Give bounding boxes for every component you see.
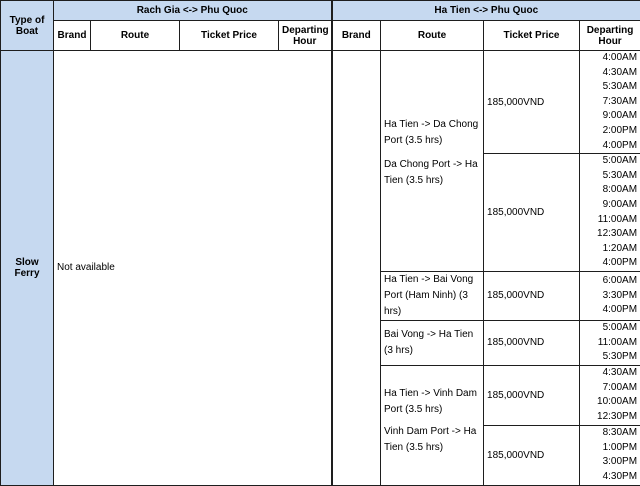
price-cell: 185,000VND [484,320,580,365]
times-cell [580,365,640,425]
col-price-right: Ticket Price [484,21,580,51]
departure-time: 3:00PM [602,456,638,468]
price-cell: 185,000VND [484,51,580,154]
departure-time: 4:30AM [602,66,638,78]
route-label: Ha Tien -> Vinh Dam Port (3.5 hrs) [384,387,477,415]
departure-time: 6:00AM [602,275,638,287]
route-cell-bai-vong-out [381,271,484,320]
departure-time: 7:30AM [602,95,638,107]
route-label: Ha Tien -> Da Chong Port (3.5 hrs) [384,119,479,146]
not-available-cell: Not available [54,51,332,486]
route-cell-vinh-dam [381,365,484,485]
departure-time: 5:30AM [602,169,638,181]
group-header-rach-gia: Rach Gia <-> Phu Quoc [54,1,332,21]
departure-time: 5:00AM [602,155,638,167]
route-cell-da-chong [381,51,484,272]
departure-time: 3:30PM [602,289,638,301]
col-route-left: Route [91,21,180,51]
departure-time: 4:00PM [602,257,638,269]
times-cell [580,425,640,485]
type-of-boat-header: Type of Boat [1,1,54,51]
boat-type-cell: Slow Ferry [1,51,54,486]
departure-time: 8:30AM [602,427,638,438]
col-price-left: Ticket Price [180,21,279,51]
departure-time: 4:00PM [602,304,638,316]
departure-time: 10:00AM [597,396,638,408]
route-label: Ha Tien -> Bai Vong Port (Ham Ninh) (3 hrs) [384,273,474,317]
departure-time: 9:00AM [602,110,638,122]
col-departing-right: Departing Hour [580,21,640,51]
times-cell [580,320,640,365]
departure-time: 12:30AM [597,228,638,240]
price-cell: 185,000VND [484,154,580,272]
route-cell-bai-vong-in [381,320,484,365]
departure-time: 1:20AM [602,242,638,254]
times-cell [580,154,640,272]
brand-cell-right [332,51,381,486]
col-route-right: Route [381,21,484,51]
departure-time: 4:30AM [602,367,638,378]
departure-time: 11:00AM [597,213,638,225]
departure-time: 5:30PM [602,351,638,363]
departure-time: 7:00AM [602,381,638,393]
times-cell [580,271,640,320]
departure-time: 4:30PM [602,470,638,482]
group-header-ha-tien: Ha Tien <-> Phu Quoc [332,1,640,21]
price-cell: 185,000VND [484,365,580,425]
col-departing-left: Departing Hour [279,21,332,51]
price-cell: 185,000VND [484,271,580,320]
times-cell [580,51,640,154]
departure-time: 2:00PM [602,124,638,136]
departure-time: 5:00AM [602,321,638,333]
price-cell: 185,000VND [484,425,580,485]
departure-time: 8:00AM [602,184,638,196]
route-label: Vinh Dam Port -> Ha Tien (3.5 hrs) [384,425,477,453]
departure-time: 12:30PM [597,410,638,422]
col-brand-left: Brand [54,21,91,51]
departure-time: 9:00AM [602,198,638,210]
departure-time: 4:00AM [602,52,638,63]
departure-time: 1:00PM [602,441,638,453]
departure-time: 5:30AM [602,81,638,93]
col-brand-right: Brand [332,21,381,51]
departure-time: 4:00PM [602,139,638,151]
route-label: Da Chong Port -> Ha Tien (3.5 hrs) [384,159,478,186]
route-label: Bai Vong -> Ha Tien (3 hrs) [384,328,474,356]
departure-time: 11:00AM [597,336,638,348]
